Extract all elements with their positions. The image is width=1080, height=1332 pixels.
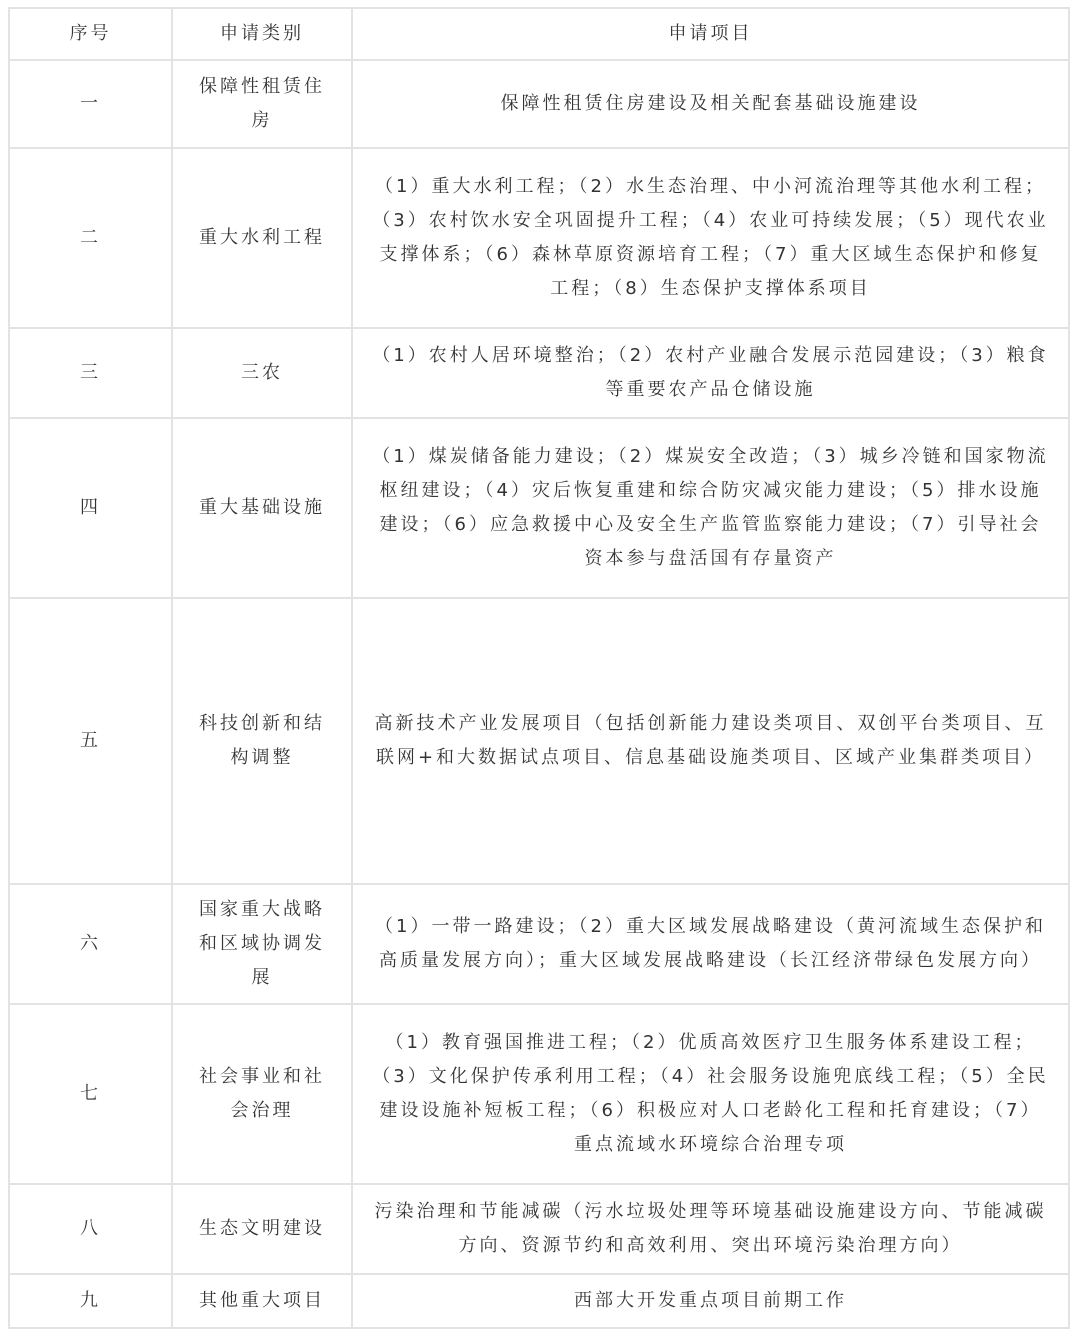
row-category: 重大基础设施 (172, 418, 352, 598)
row-category: 科技创新和结构调整 (172, 598, 352, 884)
row-serial-number: 四 (9, 418, 172, 598)
row-serial-number: 一 (9, 60, 172, 148)
row-category: 社会事业和社会治理 (172, 1004, 352, 1184)
row-serial-number: 三 (9, 328, 172, 418)
table-row (9, 884, 1069, 1004)
header-application-category: 申请类别 (172, 8, 352, 60)
table-row (9, 60, 1069, 148)
row-category: 保障性租赁住房 (172, 60, 352, 148)
header-serial-number: 序号 (9, 8, 172, 60)
row-items: （1）教育强国推进工程；（2）优质高效医疗卫生服务体系建设工程；（3）文化保护传承利用工程；（4）社会服务设施兜底线工程；（5）全民建设设施补短板工程；（6）积极应对人口老龄化工程和托育建设；（7）重点流域水环境综合治理专项 (352, 1004, 1069, 1184)
row-items: 污染治理和节能减碳（污水垃圾处理等环境基础设施建设方向、节能减碳方向、资源节约和高效利用、突出环境污染治理方向） (352, 1184, 1069, 1274)
project-application-table (8, 7, 1070, 1329)
row-items: （1）重大水利工程；（2）水生态治理、中小河流治理等其他水利工程；（3）农村饮水安全巩固提升工程；（4）农业可持续发展；（5）现代农业支撑体系；（6）森林草原资源培育工程；（7）重大区域生态保护和修复工程；（8）生态保护支撑体系项目 (352, 148, 1069, 328)
row-serial-number: 九 (9, 1274, 172, 1328)
row-category: 其他重大项目 (172, 1274, 352, 1328)
row-items: 高新技术产业发展项目（包括创新能力建设类项目、双创平台类项目、互联网+和大数据试点项目、信息基础设施类项目、区域产业集群类项目） (352, 598, 1069, 884)
row-items: （1）农村人居环境整治；（2）农村产业融合发展示范园建设；（3）粮食等重要农产品仓储设施 (352, 328, 1069, 418)
row-category: 三农 (172, 328, 352, 418)
table-header-row (9, 8, 1069, 60)
row-serial-number: 五 (9, 598, 172, 884)
table-row (9, 328, 1069, 418)
row-items: （1）一带一路建设；（2）重大区域发展战略建设（黄河流域生态保护和高质量发展方向）；重大区域发展战略建设（长江经济带绿色发展方向） (352, 884, 1069, 1004)
row-serial-number: 二 (9, 148, 172, 328)
table-row (9, 1004, 1069, 1184)
row-category: 重大水利工程 (172, 148, 352, 328)
row-category: 生态文明建设 (172, 1184, 352, 1274)
row-items: （1）煤炭储备能力建设；（2）煤炭安全改造；（3）城乡冷链和国家物流枢纽建设；（4）灾后恢复重建和综合防灾减灾能力建设；（5）排水设施建设；（6）应急救援中心及安全生产监管监察能力建设；（7）引导社会资本参与盘活国有存量资产 (352, 418, 1069, 598)
table-row (9, 1274, 1069, 1328)
table-row (9, 598, 1069, 884)
row-serial-number: 七 (9, 1004, 172, 1184)
row-serial-number: 八 (9, 1184, 172, 1274)
header-application-items: 申请项目 (352, 8, 1069, 60)
table-row (9, 418, 1069, 598)
row-items: 保障性租赁住房建设及相关配套基础设施建设 (352, 60, 1069, 148)
table-row (9, 148, 1069, 328)
row-items: 西部大开发重点项目前期工作 (352, 1274, 1069, 1328)
table-row (9, 1184, 1069, 1274)
row-serial-number: 六 (9, 884, 172, 1004)
project-table-container (8, 7, 1068, 1329)
row-category: 国家重大战略和区域协调发展 (172, 884, 352, 1004)
